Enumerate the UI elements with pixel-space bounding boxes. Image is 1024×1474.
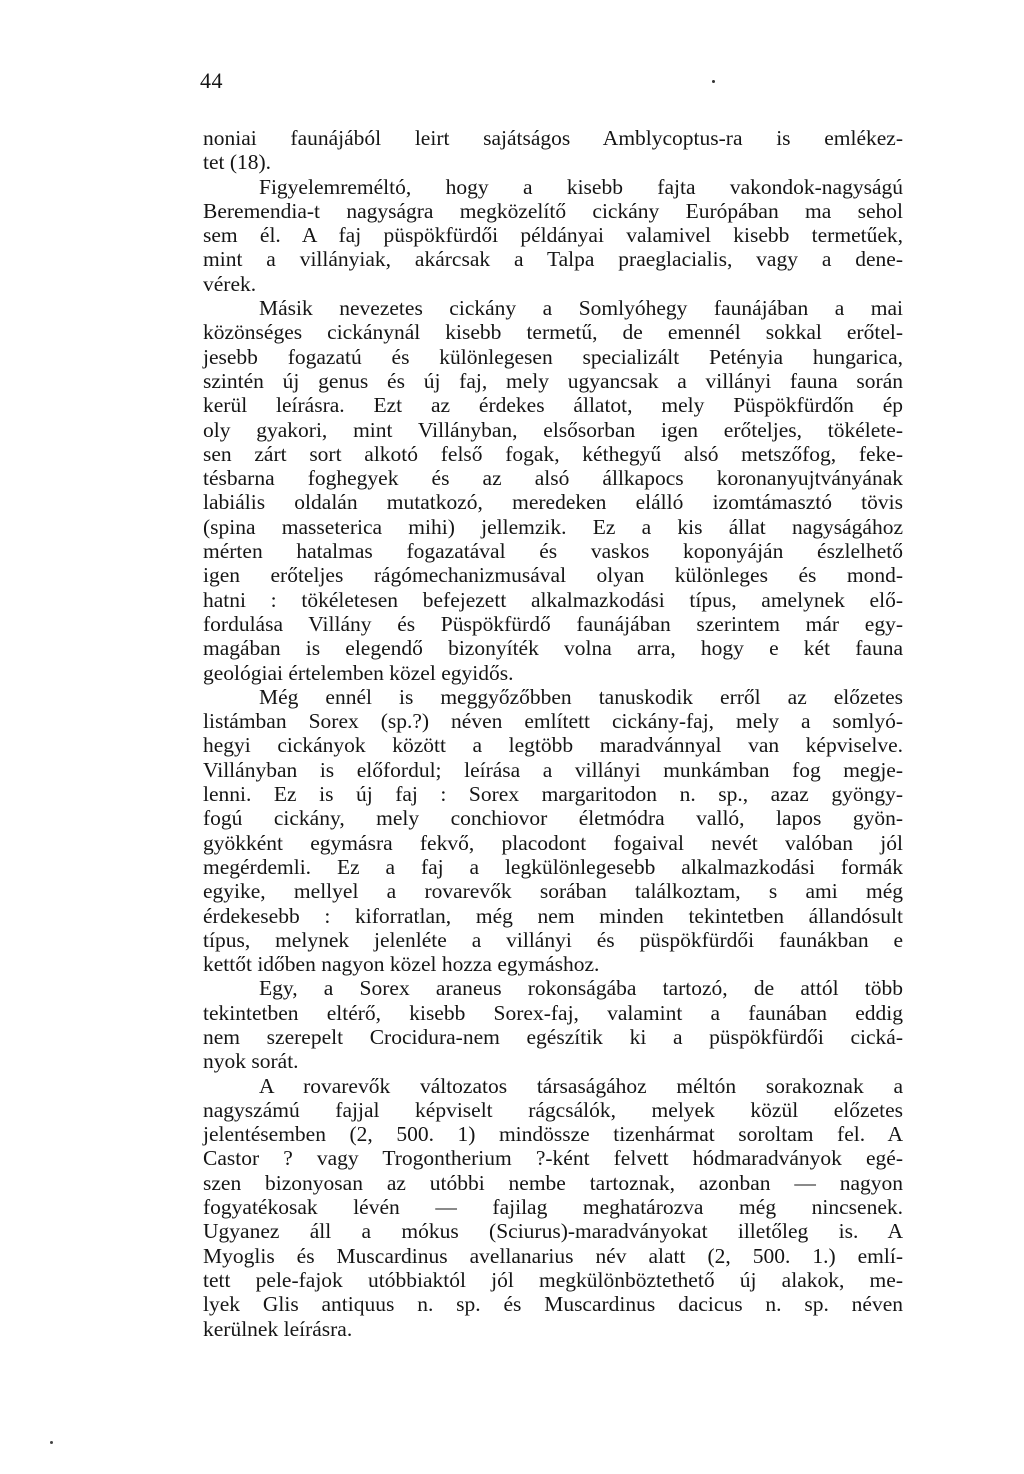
text-line: tekintetben eltérő, kisebb Sorex-faj, valamint a faunában eddig — [203, 1000, 903, 1025]
text-line: nagyszámú fajjal képviselt rágcsálók, melyek közül előzetes — [203, 1097, 903, 1122]
text-line: nem szerepelt Crocidura-nem egészítik ki a püspökfürdői cická- — [203, 1024, 903, 1049]
text-line: fordulása Villány és Püspökfürdő faunájában szerintem már egy- — [203, 611, 903, 636]
text-line: tet (18). — [203, 150, 272, 175]
text-line: Villányban is előfordul; leírása a villányi munkámban fog megje- — [203, 757, 903, 782]
text-line: hegyi cickányok között a legtöbb maradvánnyal van képviselve. — [203, 733, 903, 758]
text-line: jelentésemben (2, 500. 1) mindössze tizenhármat soroltam fel. A — [203, 1122, 903, 1147]
text-line: kerül leírásra. Ezt az érdekes állatot, mely Püspökfürdőn ép — [203, 393, 903, 418]
text-line: nyok sorát. — [203, 1049, 299, 1074]
text-line: szen bizonyosan az utóbbi nembe tartoznak, azonban — nagyon — [203, 1170, 903, 1195]
body-text — [203, 126, 903, 1341]
text-line: szintén új genus és új faj, mely ugyancsak a villányi fauna során — [203, 368, 903, 393]
text-line: mint a villányiak, akárcsak a Talpa praeglacialis, vagy a dene- — [203, 247, 903, 272]
text-line: gyökként egymásra fekvő, placodont fogaival nevét valóban jól — [203, 830, 903, 855]
text-line: sen zárt sort alkotó felső fogak, kéthegyű alsó metszőfog, feke- — [203, 441, 903, 466]
text-line: érdekesebb : kiforratlan, még nem minden tekintetben állandósult — [203, 903, 903, 928]
text-line: Ugyanez áll a mókus (Sciurus)-maradványokat illetőleg is. A — [203, 1219, 903, 1244]
text-line: oly gyakori, mint Villányban, elsősorban igen erőteljes, tökélete- — [203, 417, 903, 442]
text-line: fogyatékosak lévén — fajilag meghatározva még nincsenek. — [203, 1195, 903, 1220]
text-line: Beremendia-t nagyságra megközelítő cickány Európában ma sehol — [203, 198, 903, 223]
text-line: kerülnek leírásra. — [203, 1316, 353, 1341]
text-line: vérek. — [203, 271, 257, 296]
page-number: 44 — [200, 68, 223, 93]
text-line: egyike, mellyel a rovarevők sorában találkoztam, s ami még — [203, 879, 903, 904]
text-line: geológiai értelemben közel egyidős. — [203, 660, 514, 685]
text-line: A rovarevők változatos társaságához méltón sorakoznak a — [259, 1073, 903, 1098]
text-line: Még ennél is meggyőzőbben tanuskodik erről az előzetes — [259, 684, 903, 709]
text-line: noniai faunájából leirt sajátságos Amblycoptus-ra is emlékez- — [203, 126, 903, 150]
text-line: igen erőteljes rágómechanizmusával olyan különleges és mond- — [203, 563, 903, 588]
text-line: közönséges cickánynál kisebb termetű, de emennél sokkal erőtel- — [203, 320, 903, 345]
text-line: tésbarna foghegyek és az alsó állkapocs koronanyujtványának — [203, 466, 903, 491]
margin-speck — [50, 1441, 53, 1444]
text-line: Másik nevezetes cickány a Somlyóhegy faunájában a mai — [259, 296, 903, 321]
text-line: megérdemli. Ez a faj a legkülönlegesebb alkalmazkodási formák — [203, 854, 903, 879]
text-line: jesebb fogazatú és különlegesen specializált Petényia hungarica, — [203, 344, 903, 369]
print-speck — [712, 80, 715, 83]
text-line: (spina masseterica mihi) jellemzik. Ez a kis állat nagyságához — [203, 514, 903, 539]
text-line: Castor ? vagy Trogontherium ?-ként felvett hódmaradványok egé- — [203, 1146, 903, 1171]
text-line: mérten hatalmas fogazatával és vaskos koponyáján észlelhető — [203, 539, 903, 564]
text-line: magában is elegendő bizonyíték volna arra, hogy e két fauna — [203, 636, 903, 661]
text-line: Egy, a Sorex araneus rokonságába tartozó, de attól több — [259, 976, 903, 1001]
text-line: labiális oldalán mutatkozó, meredeken elálló izomtámasztó tövis — [203, 490, 903, 515]
text-line: típus, melynek jelenléte a villányi és püspökfürdői faunákban e — [203, 927, 903, 952]
text-line: listámban Sorex (sp.?) néven említett cickány-faj, mely a somlyó- — [203, 709, 903, 734]
text-line: sem él. A faj püspökfürdői példányai valamivel kisebb termetűek, — [203, 223, 903, 248]
text-line: lyek Glis antiquus n. sp. és Muscardinus dacicus n. sp. néven — [203, 1292, 903, 1317]
text-line: Figyelemreméltó, hogy a kisebb fajta vakondok-nagyságú — [259, 174, 903, 199]
text-line: lenni. Ez is új faj : Sorex margaritodon n. sp., azaz gyöngy- — [203, 782, 903, 807]
text-line: Myoglis és Muscardinus avellanarius név alatt (2, 500. 1.) emlí- — [203, 1243, 903, 1268]
text-line: tett pele-fajok utóbbiaktól jól megkülönböztethető új alakok, me- — [203, 1267, 903, 1292]
text-line: hatni : tökéletesen befejezett alkalmazkodási típus, amelynek elő- — [203, 587, 903, 612]
text-line: kettőt időben nagyon közel hozza egymáshoz. — [203, 952, 600, 977]
text-line: fogú cickány, mely conchiovor életmódra valló, lapos gyön- — [203, 806, 903, 831]
